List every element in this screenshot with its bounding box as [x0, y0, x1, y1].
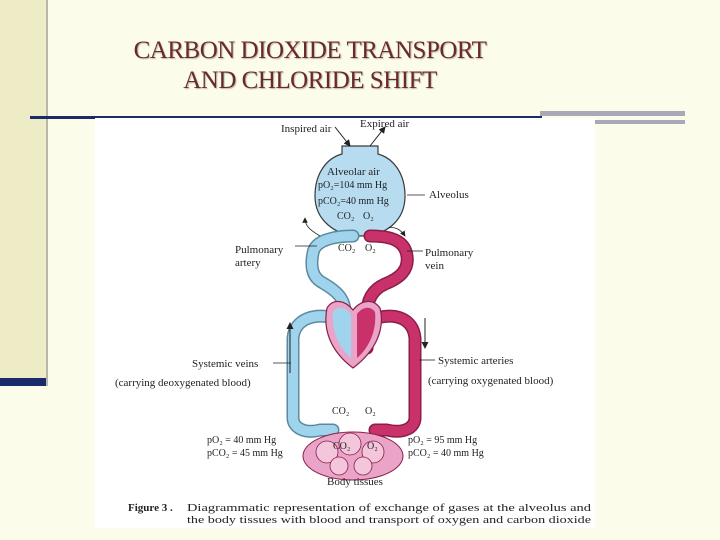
tissue-o2: O₂: [365, 406, 376, 417]
venous-pco2: pCO₂ = 45 mm Hg: [207, 448, 283, 459]
alveolus-o2: O₂: [363, 211, 374, 222]
figure-caption-line2: the body tissues with blood and transport of oxygen and carbon dioxide: [187, 514, 592, 526]
pulmonary-vein-label-2: vein: [425, 260, 444, 272]
tissue-o2-small: O₂: [367, 441, 378, 452]
arterial-po2: pO₂ = 95 mm Hg: [408, 435, 478, 446]
systemic-veins-label: Systemic veins: [192, 358, 259, 370]
heart: [326, 301, 382, 368]
body-tissues-label: Body tissues: [327, 476, 383, 488]
systemic-arteries-note: (carrying oxygenated blood): [428, 375, 554, 387]
expired-air-label: Expired air: [360, 118, 410, 130]
alveolus-co2: CO₂: [337, 211, 355, 222]
slide-title: [60, 36, 560, 96]
pulmonary-flow-arrow-left: [305, 218, 320, 236]
tissue-cell-4: [330, 457, 348, 475]
pulmonary-artery-label-1: Pulmonary: [235, 244, 284, 256]
systemic-arteries-label: Systemic arteries: [438, 355, 514, 367]
pulmonary-artery-label-2: artery: [235, 257, 261, 269]
alveolar-air-label: Alveolar air: [327, 166, 380, 178]
left-accent-band: [0, 0, 46, 384]
title-accent-rule-top: [540, 111, 685, 116]
body-tissues: [303, 432, 403, 480]
figure-caption-line1: Diagrammatic representation of exchange of gases at the alveolus and: [187, 502, 592, 514]
tissue-cell-5: [354, 457, 372, 475]
venous-po2: pO₂ = 40 mm Hg: [207, 435, 277, 446]
pulmonary-vein-label-1: Pulmonary: [425, 247, 474, 259]
slide-title-line2: AND CHLORIDE SHIFT: [183, 67, 437, 94]
systemic-veins-note: (carrying deoxygenated blood): [115, 377, 251, 389]
gas-exchange-diagram: [95, 118, 595, 528]
pulmonary-o2: O₂: [365, 243, 376, 254]
inspired-air-label: Inspired air: [281, 123, 332, 135]
alveolar-pco2: pCO₂=40 mm Hg: [318, 196, 389, 207]
figure-caption-label: Figure 3 .: [128, 502, 173, 514]
alveolar-po2: pO₂=104 mm Hg: [318, 180, 388, 191]
alveolus-sac: [315, 146, 405, 236]
pulmonary-co2: CO₂: [338, 243, 356, 254]
gas-exchange-figure: [95, 118, 595, 528]
left-divider-line: [46, 0, 48, 386]
alveolus-label: Alveolus: [429, 189, 469, 201]
left-accent-bar: [0, 378, 46, 386]
tissue-co2: CO₂: [332, 406, 350, 417]
slide-title-line1: CARBON DIOXIDE TRANSPORT: [133, 37, 487, 64]
tissue-co2-small: CO₂: [333, 441, 351, 452]
systemic-artery-outline: [375, 316, 415, 431]
inspired-air-arrow: [335, 127, 350, 146]
arterial-pco2: pCO₂ = 40 mm Hg: [408, 448, 484, 459]
